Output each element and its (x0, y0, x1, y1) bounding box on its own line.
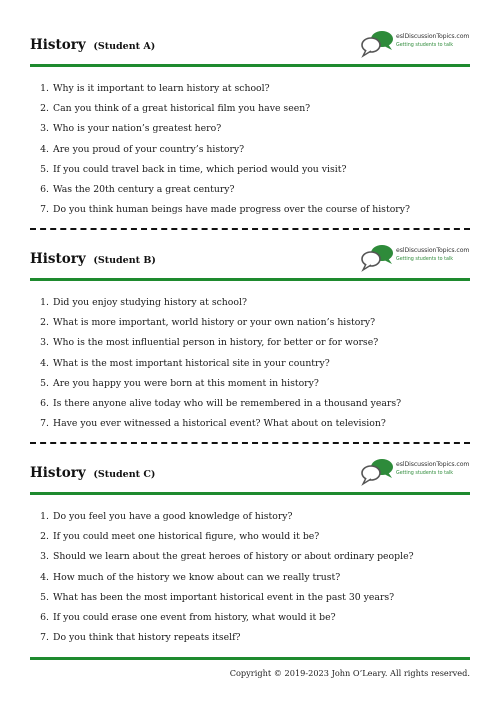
speech-bubbles-icon (360, 242, 394, 272)
question-item (30, 160, 470, 180)
logo-site-name: eslDiscussionTopics.com (396, 247, 470, 254)
question-item (30, 374, 470, 394)
cut-line (30, 442, 470, 444)
question-item (30, 547, 470, 567)
site-logo (360, 456, 470, 486)
student-label: (Student B) (93, 255, 156, 266)
question-text: Do you think human beings have made progress over the course of history? (53, 204, 410, 216)
question-number: 3. (40, 337, 49, 349)
question-text: Are you happy you were born at this moment in history? (53, 377, 319, 389)
section-title (30, 37, 155, 53)
site-logo (360, 28, 470, 58)
speech-bubbles-icon (360, 456, 394, 486)
green-rule (30, 278, 470, 281)
question-number: 7. (40, 632, 49, 644)
question-item (30, 588, 470, 608)
question-item (30, 527, 470, 547)
question-item (30, 180, 470, 200)
question-text: Is there anyone alive today who will be remembered in a thousand years? (53, 398, 402, 410)
question-text: Who is the most influential person in history, for better or for worse? (53, 337, 379, 349)
logo-site-name: eslDiscussionTopics.com (396, 461, 470, 468)
question-number: 6. (40, 184, 49, 196)
question-number: 2. (40, 317, 49, 329)
question-number: 6. (40, 398, 49, 410)
question-text: Can you think of a great historical film you have seen? (53, 103, 311, 115)
question-text: Do you think that history repeats itself? (53, 632, 241, 644)
question-text: How much of the history we know about can we really trust? (53, 571, 341, 583)
question-number: 5. (40, 163, 49, 175)
title-text: History (30, 465, 86, 481)
student-label: (Student C) (93, 469, 156, 480)
copyright-notice: Copyright © 2019-2023 John O’Leary. All rights reserved. (229, 668, 470, 678)
question-number: 2. (40, 103, 49, 115)
question-text: Who is your nation’s greatest hero? (53, 123, 222, 135)
question-list (30, 293, 470, 434)
question-item (30, 354, 470, 374)
question-number: 4. (40, 357, 49, 369)
logo-site-name: eslDiscussionTopics.com (396, 33, 470, 40)
section-title (30, 251, 156, 267)
question-text: Did you enjoy studying history at school? (53, 297, 247, 308)
section-student-b (30, 242, 470, 434)
question-text: Do you feel you have a good knowledge of history? (53, 511, 293, 522)
title-text: History (30, 251, 86, 267)
logo-tagline: Getting students to talk (396, 257, 454, 262)
question-number: 7. (40, 418, 49, 430)
question-item (30, 79, 470, 99)
question-number: 1. (40, 83, 49, 94)
student-label: (Student A) (93, 41, 156, 52)
question-text: Why is it important to learn history at school? (53, 83, 270, 94)
question-number: 2. (40, 531, 49, 543)
section-header (30, 456, 470, 492)
question-number: 1. (40, 297, 49, 308)
question-item (30, 568, 470, 588)
question-text: If you could erase one event from history, what would it be? (53, 612, 336, 624)
question-number: 5. (40, 377, 49, 389)
question-number: 4. (40, 143, 49, 155)
logo-tagline: Getting students to talk (396, 471, 454, 476)
question-number: 6. (40, 612, 49, 624)
question-number: 7. (40, 204, 49, 216)
question-item (30, 99, 470, 119)
question-item (30, 628, 470, 648)
question-item (30, 293, 470, 313)
question-list (30, 507, 470, 648)
question-item (30, 333, 470, 353)
question-item (30, 140, 470, 160)
question-item (30, 507, 470, 527)
site-logo (360, 242, 470, 272)
section-student-a (30, 28, 470, 220)
speech-bubbles-icon (360, 28, 394, 58)
question-text: Are you proud of your country’s history? (53, 143, 245, 155)
section-header (30, 242, 470, 278)
question-text: Have you ever witnessed a historical event? What about on television? (53, 418, 386, 430)
question-number: 4. (40, 571, 49, 583)
logo-tagline: Getting students to talk (396, 43, 454, 48)
question-text: If you could meet one historical figure, who would it be? (53, 531, 320, 543)
question-item (30, 200, 470, 220)
question-text: Was the 20th century a great century? (53, 184, 235, 196)
section-header (30, 28, 470, 64)
section-student-c (30, 456, 470, 648)
section-title (30, 465, 155, 481)
question-text: Should we learn about the great heroes of history or about ordinary people? (53, 551, 414, 563)
question-number: 1. (40, 511, 49, 522)
question-item (30, 608, 470, 628)
green-rule (30, 492, 470, 495)
cut-line (30, 228, 470, 230)
question-number: 3. (40, 551, 49, 563)
green-rule (30, 64, 470, 67)
footer-rule (30, 657, 470, 660)
question-text: If you could travel back in time, which period would you visit? (53, 163, 347, 175)
question-number: 3. (40, 123, 49, 135)
question-item (30, 313, 470, 333)
question-item (30, 119, 470, 139)
question-item (30, 394, 470, 414)
title-text: History (30, 37, 86, 53)
question-text: What is the most important historical site in your country? (53, 357, 330, 369)
question-item (30, 414, 470, 434)
question-list (30, 79, 470, 220)
question-number: 5. (40, 591, 49, 603)
question-text: What is more important, world history or your own nation’s history? (53, 317, 376, 329)
question-text: What has been the most important historical event in the past 30 years? (53, 591, 395, 603)
